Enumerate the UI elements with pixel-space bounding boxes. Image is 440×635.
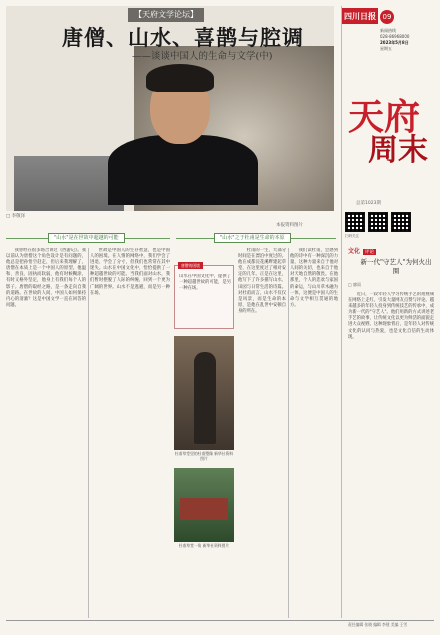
editors-line: 责任编辑 张晓 编辑 李建 美编 王雪 (348, 622, 408, 627)
page-number-badge: 09 (380, 10, 394, 24)
side-tag-text: 文化 (348, 248, 361, 255)
article-paragraph: 我曾经在很多场合讲过《西游记》。我以前认为唐僧这个角色设计是有问题的，他总是把孙悟空赶走，但后来我理解了，唐僧在本质上是一个中国人的原型。他温和、善良、固执而软弱，他有时候糊涂，有时又格外坚定，他身上有我们每个人的影子。唐僧的取经之路，是一条走向自我的道路。在世故的人间，中国人如何保持内心的清澈？这是中国文学一直在回答的问题。 (6, 248, 86, 308)
info-line: 新闻热线 (380, 28, 396, 33)
side-article-title: 新一代"守艺人"为何火出圈 (360, 258, 432, 275)
article-column-2 (90, 248, 170, 618)
pull-quote-box (174, 265, 234, 329)
page-divider (341, 6, 342, 618)
qr-code-icon (345, 212, 365, 232)
article-column-4 (290, 248, 338, 618)
portrait-hair (146, 64, 214, 92)
feature-subtitle: ——谈谈中国人的生命与文学(中) (132, 51, 273, 62)
side-article-author: □ 廖雨 (348, 282, 362, 287)
issue-date: 2023年5月8日 (380, 40, 409, 45)
qr-code-icon (368, 212, 388, 232)
qr-codes (345, 212, 411, 232)
pull-quote-text: 山水在中国文化中，提供了一种超越世故的可能，是另一种在场。 (179, 274, 231, 292)
footer-rule (6, 620, 434, 621)
calligraphy-line-1: 天府 (348, 96, 421, 138)
edition-note: 总第1023期 (356, 201, 381, 206)
article-column-1 (6, 248, 86, 618)
masthead-info (380, 28, 409, 52)
garden-red-wall (180, 498, 228, 520)
statue-caption: 杜甫草堂里的杜甫塑像 新华社资料图片 (174, 451, 234, 461)
section-label-mid: "山水"之于杜甫是生命的本原 (214, 233, 291, 243)
section-masthead-calligraphy (348, 96, 434, 168)
column-divider (288, 248, 289, 618)
section-label-left: "山水"是在世故中超越的可能 (48, 233, 125, 243)
photo-caption: 本报资料图片 (276, 223, 303, 228)
info-line: 028-86968000 (380, 34, 410, 39)
portrait-suit (108, 135, 258, 205)
column-tag: 【天府文学论坛】 (128, 8, 204, 22)
article-paragraph: 我们读杜甫，会感到他的诗中有一种深沉的力量，这种力量来自于他对人间的关切，也来自于他对天地自然的敬畏。在他那里，个人的悲欢与家国的命运，与山川草木融为一体，这便是中国人的生命与文学相互贯通的地方。 (290, 248, 338, 308)
article-paragraph: 近日，一段年轻人学习传统手艺的短视频在网络上走红，引发大量网友点赞与评论。越来越多的年轻人投身到传统技艺的传承中，成为新一代的"守艺人"。他们用新的方式讲述老手艺的故事，让传统文化以更为鲜活的面貌走进大众视野。这种现象背后，是年轻人对传统文化的认同与热爱，也是文化自信的生动体现。 (348, 292, 434, 340)
qr-code-icon (391, 212, 411, 232)
info-line: 星期五 (380, 46, 392, 51)
side-column-tag (348, 246, 376, 255)
paper-logo: 四川日报 (342, 8, 378, 24)
feature-title: 唐僧、山水、喜鹊与腔调 (62, 25, 304, 50)
column-divider (88, 248, 89, 618)
side-article-body (348, 292, 434, 617)
side-tag-badge: 评论 (365, 250, 375, 255)
author-line: □ 李敬泽 (6, 214, 26, 219)
garden-caption: 杜甫草堂一角 新华社资料图片 (178, 543, 230, 548)
pull-quote-tag: 唐僧的困境 (178, 262, 203, 269)
calligraphy-line-2: 周末 (368, 133, 428, 168)
article-paragraph: 世故是中国人的生存智慧，也是中国人的困境。在人情的网络中，我们学会了进退、学会了分寸，但我们也常常在其中迷失。山水在中国文化中，恰恰提供了一种超越世故的可能。当我们面对山水，我们暂时摆脱了人际的纠缠，回到一个更为广阔的世界。山水不是逃避，而是另一种在场。 (90, 248, 170, 296)
article-column-3 (238, 248, 286, 618)
article-paragraph: 杜甫的一生，大部分时间是在漂泊中度过的。他在成都浣花溪畔建起草堂，在这里度过了相对安定的几年。正是在这里，他写下了许多描写山水、田园与日常生活的诗篇。对杜甫而言，山水不仅仅是风景，而是生命的本原，是他在乱世中安顿自身的所在。 (238, 248, 286, 314)
qr-caption: 扫码关注 (345, 234, 359, 238)
statue-figure (194, 352, 216, 444)
